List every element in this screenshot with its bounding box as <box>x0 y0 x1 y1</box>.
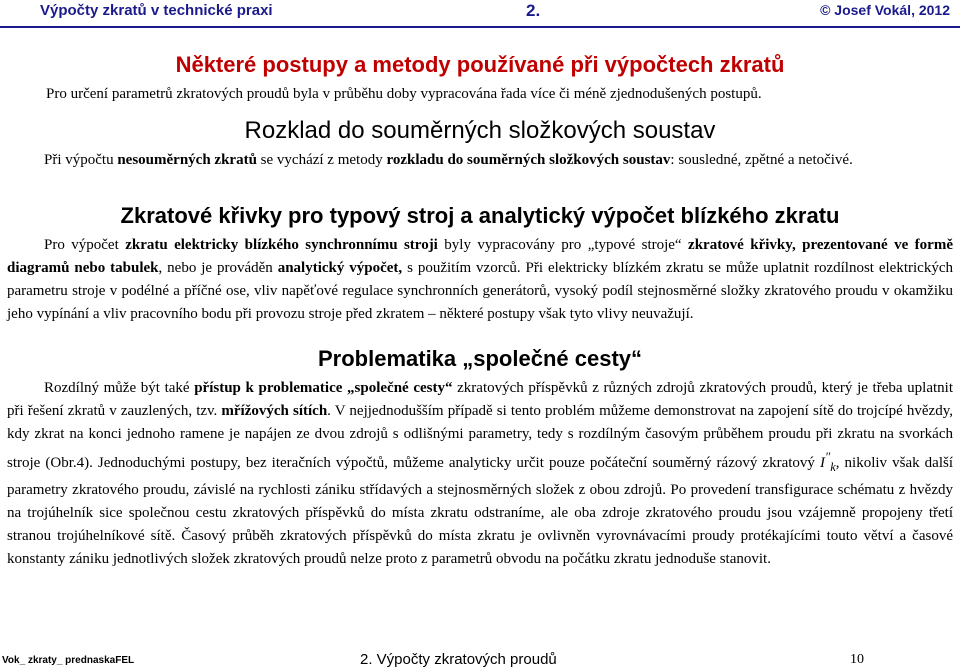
section-heading-common-path: Problematika „společné cesty“ <box>317 346 643 371</box>
text-run: , nikoliv však další parametry zkratového proudu, závislé na rychlosti zániku střídavých a stejnosměrných složek z obou zdrojů. Po provedení transfigurace schématu z hvězdy na trojúhelník sice společnou cestu zkratových příspěvků do místa zkratu odstraníme, ale oba zdroje zkratového proudu jsou vzájemně propojeny třetí stranou trojúhelníkové sítě. Časový průběh zkratových příspěvků do místa zkratu je ovlivněn vyrovnávacími proudy protékajícími touto větví a časové konstanty zániku jednotlivých složek zkratových proudů nelze proto z parametrů obvodu na počátku zkratu jednoduše stanovit. <box>7 455 953 567</box>
bold-text-run: nesouměrných zkratů <box>117 152 257 168</box>
footer-filename: Vok_ zkraty_ prednaskaFEL <box>2 655 135 666</box>
symbol-letter: I <box>819 455 825 471</box>
intro-text: Pro určení parametrů zkratových proudů byla v průběhu doby vypracována řada více či méně zjednodušených postupů. <box>46 86 762 102</box>
header-course-title: Výpočty zkratů v technické praxi <box>40 2 273 19</box>
text-run: Rozdílný může být také <box>44 380 195 396</box>
current-symbol <box>819 450 836 474</box>
bold-text-run: zkratové křivky, prezentované ve formě diagramů nebo tabulek <box>7 237 953 276</box>
paragraph-common-path <box>7 377 953 571</box>
bold-text-run: přístup k problematice „společné cesty“ <box>194 380 453 396</box>
footer-chapter-title: 2. Výpočty zkratových proudů <box>360 651 557 668</box>
section-heading-short-circuit-curves: Zkratové křivky pro typový stroj a analytický výpočet blízkého zkratu <box>120 203 840 228</box>
text-run: se vychází z metody <box>256 152 387 168</box>
text-run: : sousledné, zpětné a netočivé. <box>670 152 853 168</box>
symbol-superscript: ″ <box>824 450 831 464</box>
text-run: Při výpočtu <box>44 152 118 168</box>
header-divider <box>0 26 960 28</box>
bold-text-run: rozkladu do souměrných složkových soustav <box>386 152 671 168</box>
bold-text-run: mřížových sítích <box>221 403 328 419</box>
paragraph-decomposition <box>7 149 953 172</box>
footer-page-number: 10 <box>850 652 864 667</box>
paragraph-short-circuit-curves <box>7 234 953 326</box>
page-footer <box>0 648 960 672</box>
text-run: , nebo je prováděn <box>158 260 278 276</box>
text-run: . V nejjednodušším případě si tento problém můžeme demonstrovat na zapojení sítě do trojcípé hvězdy, kdy zkrat na konci jednoho ramene je napájen ze dvou zdrojů s odlišnými parametry, tedy s rozdílným časovým průběhem proudu při zkratu na svorkách stroje (Obr.4). Jednoduchými postupy, bez iteračních výpočtů, můžeme analyticky určit pouze počáteční souměrný rázový zkratový <box>7 403 953 471</box>
main-title: Některé postupy a metody používané při výpočtech zkratů <box>175 52 785 77</box>
header-copyright: © Josef Vokál, 2012 <box>820 2 950 18</box>
text-run: byly vypracovány pro „typové stroje“ <box>437 237 689 253</box>
text-run: zkratových příspěvků z různých zdrojů zkratových proudů, který je třeba uplatnit při řešení zkratů v zauzlených, tzv. <box>7 380 953 419</box>
section-heading-decomposition: Rozklad do souměrných složkových soustav <box>244 117 716 144</box>
header-chapter-number: 2. <box>526 1 541 20</box>
text-run: s použitím vzorců. Při elektricky blízkém zkratu se může uplatnit rozdílnost elektrických parametru stroje v podélné a příčné ose, vliv napěťové regulace synchronních generátorů, vysoký podíl stejnosměrné složky zkratového proudu v okamžiku jeho vypínání a vliv pracovního bodu při provozu stroje před zkratem – některé postupy však tyto vlivy neuvažují. <box>7 260 953 322</box>
bold-text-run: analytický výpočet, <box>277 260 403 276</box>
page-header <box>0 0 960 28</box>
bold-text-run: zkratu elektricky blízkého synchronnímu stroji <box>125 237 438 253</box>
text-run: Pro výpočet <box>44 237 126 253</box>
symbol-subscript: k <box>830 460 836 474</box>
